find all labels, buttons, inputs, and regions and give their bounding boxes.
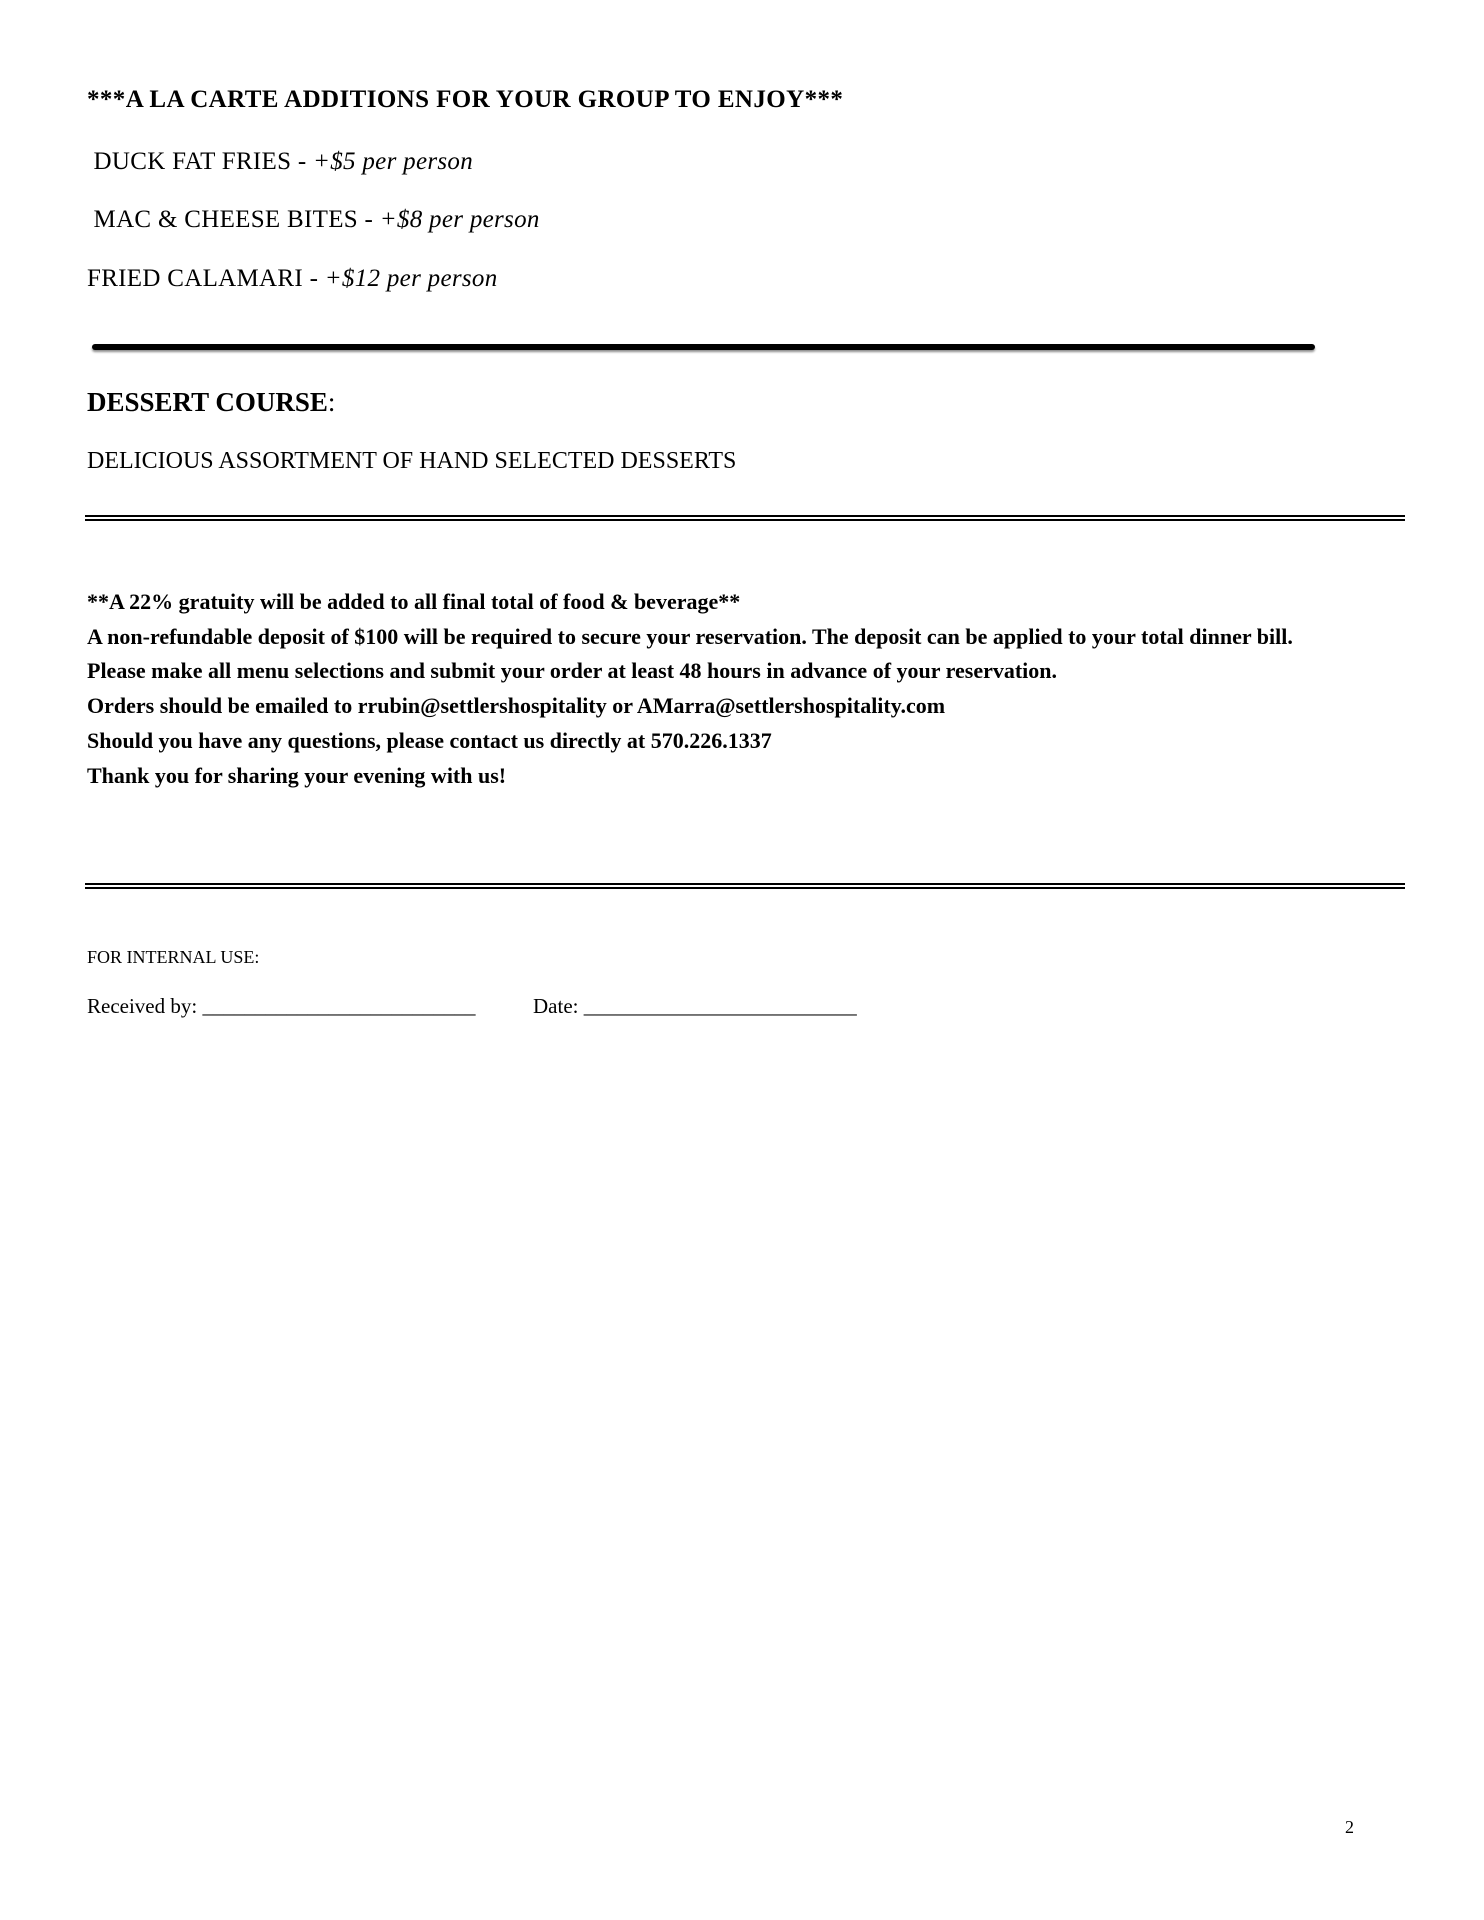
addon-name: MAC & CHEESE BITES - [87, 206, 380, 233]
gratuity-note: **A 22% gratuity will be added to all final total of food & beverage** [87, 589, 741, 614]
addon-item [87, 265, 498, 293]
double-divider [85, 883, 1405, 889]
double-divider [85, 515, 1405, 521]
addon-price: +$8 per person [379, 206, 540, 233]
date-line: Date: __________________________ [533, 994, 857, 1018]
dessert-colon: : [327, 387, 336, 417]
section-divider [92, 344, 1315, 350]
addon-price: +$12 per person [324, 265, 498, 292]
contact-note: Should you have any questions, please contact us directly at 570.226.1337 [87, 728, 772, 753]
addon-name: DUCK FAT FRIES - [87, 148, 314, 175]
received-by-line: Received by: __________________________ [87, 994, 476, 1018]
deposit-note: A non-refundable deposit of $100 will be required to secure your reservation. The deposit can be applied to your total dinner bill. [87, 624, 1293, 649]
addon-price: +$5 per person [313, 148, 473, 175]
addon-item [87, 148, 473, 176]
addon-name: FRIED CALAMARI - [87, 265, 325, 292]
policy-notes [87, 589, 1407, 798]
dessert-description: DELICIOUS ASSORTMENT OF HAND SELECTED DESSERTS [87, 448, 737, 474]
internal-use-label: FOR INTERNAL USE: [87, 947, 260, 967]
dessert-heading [87, 387, 335, 418]
page-number: 2 [1345, 1817, 1354, 1837]
thank-you-note: Thank you for sharing your evening with us! [87, 763, 507, 788]
alacarte-heading: ***A LA CARTE ADDITIONS FOR YOUR GROUP TO ENJOY*** [87, 86, 844, 113]
addon-item [87, 206, 540, 234]
advance-order-note: Please make all menu selections and submit your order at least 48 hours in advance of your reservation. [87, 658, 1058, 683]
dessert-title: DESSERT COURSE [87, 387, 328, 417]
email-note: Orders should be emailed to rrubin@settlershospitality or AMarra@settlershospitality.com [87, 693, 946, 718]
